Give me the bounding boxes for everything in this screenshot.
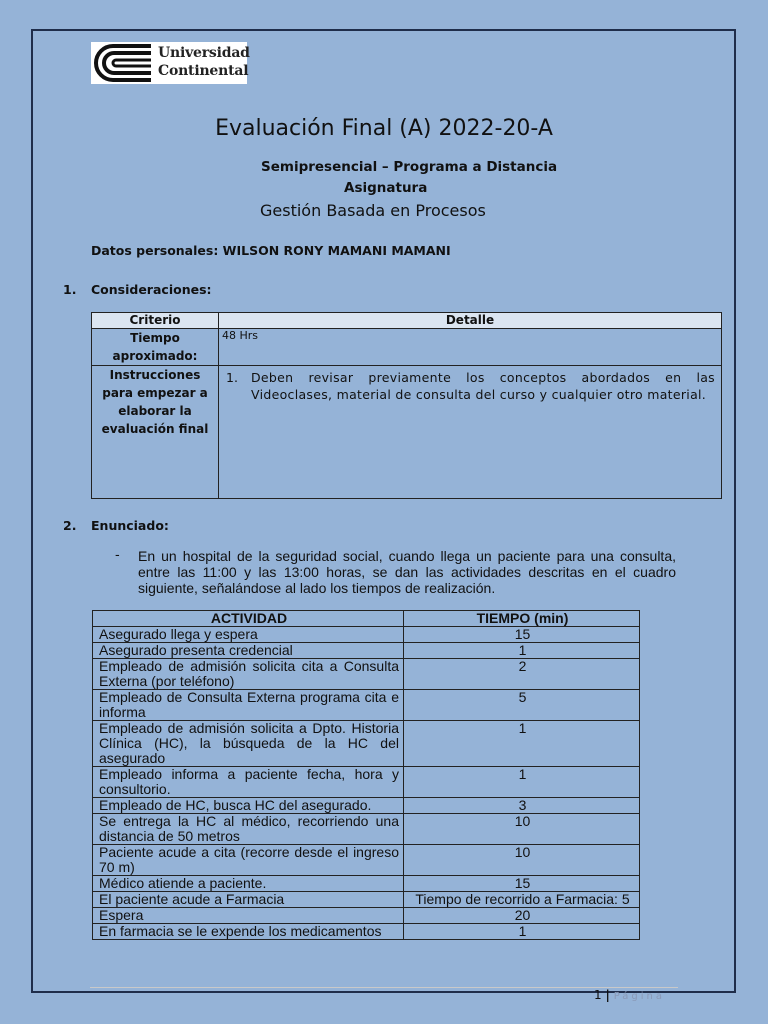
time-cell: 1 <box>404 767 640 798</box>
footer-divider <box>90 987 678 988</box>
activity-cell: Empleado de admisión solicita cita a Consulta Externa (por teléfono) <box>93 659 404 690</box>
section-label: Consideraciones: <box>91 282 212 297</box>
list-number: 1. <box>226 370 238 385</box>
header-criterio: Criterio <box>92 313 219 329</box>
header-actividad: ACTIVIDAD <box>93 611 404 627</box>
time-cell: 3 <box>404 798 640 814</box>
activity-cell: Empleado de Consulta Externa programa cita e informa <box>93 690 404 721</box>
table-header-row <box>93 611 640 627</box>
table-row <box>93 908 640 924</box>
page-number-value: 1 <box>594 988 602 1002</box>
activity-cell: En farmacia se le expende los medicamentos <box>93 924 404 940</box>
detalle-cell <box>219 366 722 499</box>
table-row <box>93 659 640 690</box>
time-cell: 5 <box>404 690 640 721</box>
document-subtitle: Semipresencial – Programa a Distancia <box>261 159 558 175</box>
activity-cell: Paciente acude a cita (recorre desde el ingreso 70 m) <box>93 845 404 876</box>
activity-cell: Empleado de HC, busca HC del asegurado. <box>93 798 404 814</box>
time-cell: 10 <box>404 814 640 845</box>
criterio-cell: Instrucciones para empezar a elaborar la evaluación final <box>92 366 219 499</box>
section-number: 2. <box>63 518 77 533</box>
table-row <box>93 721 640 767</box>
table-row <box>93 690 640 721</box>
time-cell: 2 <box>404 659 640 690</box>
university-logo <box>91 42 250 84</box>
time-cell: 15 <box>404 876 640 892</box>
activity-cell: Asegurado presenta credencial <box>93 643 404 659</box>
section-number: 1. <box>63 282 77 297</box>
time-cell: 20 <box>404 908 640 924</box>
logo-text-line1: Universidad <box>158 45 250 61</box>
time-cell: 1 <box>404 643 640 659</box>
detalle-cell: 48 Hrs <box>219 329 722 366</box>
document-title: Evaluación Final (A) 2022-20-A <box>215 116 553 141</box>
table-row <box>93 924 640 940</box>
problem-statement: En un hospital de la seguridad social, cuando llega un paciente para una consulta, entre las 11:00 y las 13:00 horas, se dan las actividades descritas en el cuadro siguiente, señalándose al lado los tiempos de realización. <box>138 548 676 596</box>
header-tiempo: TIEMPO (min) <box>404 611 640 627</box>
table-header-row <box>92 313 722 329</box>
table-row <box>93 814 640 845</box>
activity-cell: Se entrega la HC al médico, recorriendo una distancia de 50 metros <box>93 814 404 845</box>
table-row <box>92 366 722 499</box>
table-row <box>93 643 640 659</box>
table-row <box>93 798 640 814</box>
time-cell: 10 <box>404 845 640 876</box>
logo-text-line2: Continental <box>158 63 249 79</box>
activity-cell: Empleado de admisión solicita a Dpto. Historia Clínica (HC), la búsqueda de la HC del asegurado <box>93 721 404 767</box>
bullet-dash: - <box>115 548 120 563</box>
logo-mark-icon <box>91 42 155 84</box>
course-name: Gestión Basada en Procesos <box>260 201 486 220</box>
table-row <box>92 329 722 366</box>
page-label: Página <box>613 991 665 1002</box>
section-label: Enunciado: <box>91 518 169 533</box>
instruction-text: Deben revisar previamente los conceptos abordados en las Videoclases, material de consulta del curso y cualquier otro material. <box>251 370 715 402</box>
activity-cell: El paciente acude a Farmacia <box>93 892 404 908</box>
page-number <box>594 988 665 1002</box>
criterio-cell: Tiempo aproximado: <box>92 329 219 366</box>
asignatura-label: Asignatura <box>344 180 428 196</box>
personal-data: Datos personales: WILSON RONY MAMANI MAMANI <box>91 243 451 258</box>
activity-cell: Asegurado llega y espera <box>93 627 404 643</box>
table-row <box>93 627 640 643</box>
time-cell: Tiempo de recorrido a Farmacia: 5 <box>404 892 640 908</box>
activity-cell: Empleado informa a paciente fecha, hora y consultorio. <box>93 767 404 798</box>
page-separator: | <box>605 988 610 1002</box>
considerations-table <box>91 312 722 499</box>
activity-cell: Médico atiende a paciente. <box>93 876 404 892</box>
table-row <box>93 767 640 798</box>
activity-cell: Espera <box>93 908 404 924</box>
activities-table <box>92 610 640 940</box>
table-row <box>93 845 640 876</box>
table-row <box>93 892 640 908</box>
header-detalle: Detalle <box>219 313 722 329</box>
table-row <box>93 876 640 892</box>
time-cell: 1 <box>404 721 640 767</box>
time-cell: 1 <box>404 924 640 940</box>
time-cell: 15 <box>404 627 640 643</box>
